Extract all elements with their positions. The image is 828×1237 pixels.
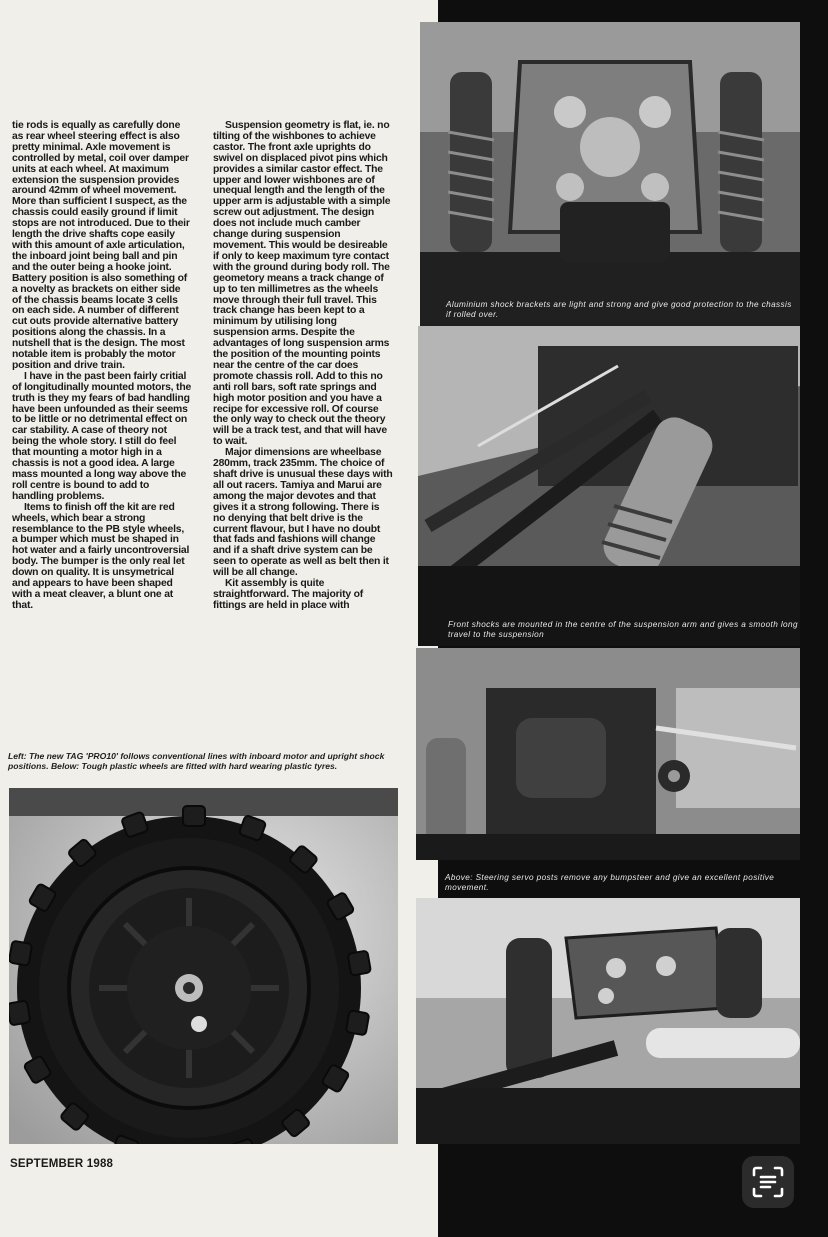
shock-brackets-photo bbox=[420, 22, 800, 326]
steering-servo-photo bbox=[416, 648, 800, 860]
issue-date-footer: SEPTEMBER 1988 bbox=[10, 1158, 114, 1170]
paragraph: tie rods is equally as carefully done as rear wheel steering effect is also pretty minimal. Axle movement is controlled by metal, coil over damper units at each wheel. At maximum extension the suspension provides around 42mm of wheel movement. More than sufficient I suspect, as the chassis could easily ground if limit stops are not introduced. Due to their length the drive shafts cope easily with this amount of axle articulation, the inboard joint being ball and pin and the outer being a hooke joint. Battery position is also something of a novelty as brackets on either side of the chassis beams locate 3 cells on each side. A number of different cut outs provide alternative battery positions along the chassis. In a nutshell that is the design. The most notable item is probably the motor position and drive train. bbox=[12, 120, 190, 371]
front-shocks-photo bbox=[418, 326, 800, 646]
paragraph: Items to finish off the kit are red wheels, which bear a strong resemblance to the PB style wheels, a bumper which must be shaped in hot water and a fairly uncontroversial body. The bumper is the only real let down on quality. It is unsymetrical and appears to have been shaped with a meat cleaver, a blunt one at that. bbox=[12, 501, 190, 611]
wheel-photo bbox=[9, 788, 398, 1144]
paragraph: Suspension geometry is flat, ie. no tilting of the wishbones to achieve castor. The front axle uprights do swivel on displaced pivot pins which provides a similar castor effect. The upper and lower wishbones are of unequal length and the length of the upper arm is adjustable with a simple screw out adjustment. The design does not include much camber change during suspension movement. This would be desireable if only to keep maximum tyre contact with the ground during body roll. The geometory means a track change of up to ten millimetres as the wheels move through their full travel. This track change has been kept to a minimum by utilising long suspension arms. Despite the advantages of long suspension arms the position of the mounting points near the centre of the car does promote chassis roll. Add to this no anti roll bars, soft rate springs and high motor position and you have a recipe for excessive roll. Of course the only way to check out the theory will be a track test, and that will have to wait. bbox=[213, 120, 391, 448]
scan-text-icon bbox=[750, 1164, 786, 1200]
paragraph: Major dimensions are wheelbase 280mm, track 235mm. The choice of shaft drive is unusual these days with all out racers. Tamiya and Marui are among the major devotes and that gives it a strong following. There is no denying that belt drive is the current flavour, but I have no doubt that fads and fashions will change and if a shaft drive system can be seen to operate as well as belt then it will be all change. bbox=[213, 447, 393, 579]
scan-text-button[interactable] bbox=[742, 1156, 794, 1208]
left-photo-caption: Left: The new TAG 'PRO10' follows conventional lines with inboard motor and upright shock positions. Below: Tough plastic wheels are fitted with hard wearing plastic tyres. bbox=[8, 751, 385, 771]
photo-caption: Aluminium shock brackets are light and strong and give good protection to the chassis if rolled over. bbox=[446, 300, 792, 319]
article-column-2 bbox=[213, 121, 393, 612]
photo-caption: Above: Steering servo posts remove any bumpsteer and give an excellent positive movement. bbox=[445, 873, 775, 892]
article-column-1 bbox=[12, 121, 192, 612]
paragraph: I have in the past been fairly critial of longitudinally mounted motors, the truth is they my fears of bad handling have been unfounded as their seems to be little or no detrimental effect on car stability. A case of theory not being the whole story. I still do feel that mounting a motor high in a chassis is not a good idea. A large mass mounted a long way above the roll centre is bound to add to handling problems. bbox=[12, 370, 192, 502]
photo-caption: Front shocks are mounted in the centre of the suspension arm and gives a smooth long travel to the suspension bbox=[448, 620, 798, 639]
rear-chassis-photo bbox=[416, 898, 800, 1144]
paragraph: Kit assembly is quite straightforward. The majority of fittings are held in place with bbox=[213, 578, 364, 611]
